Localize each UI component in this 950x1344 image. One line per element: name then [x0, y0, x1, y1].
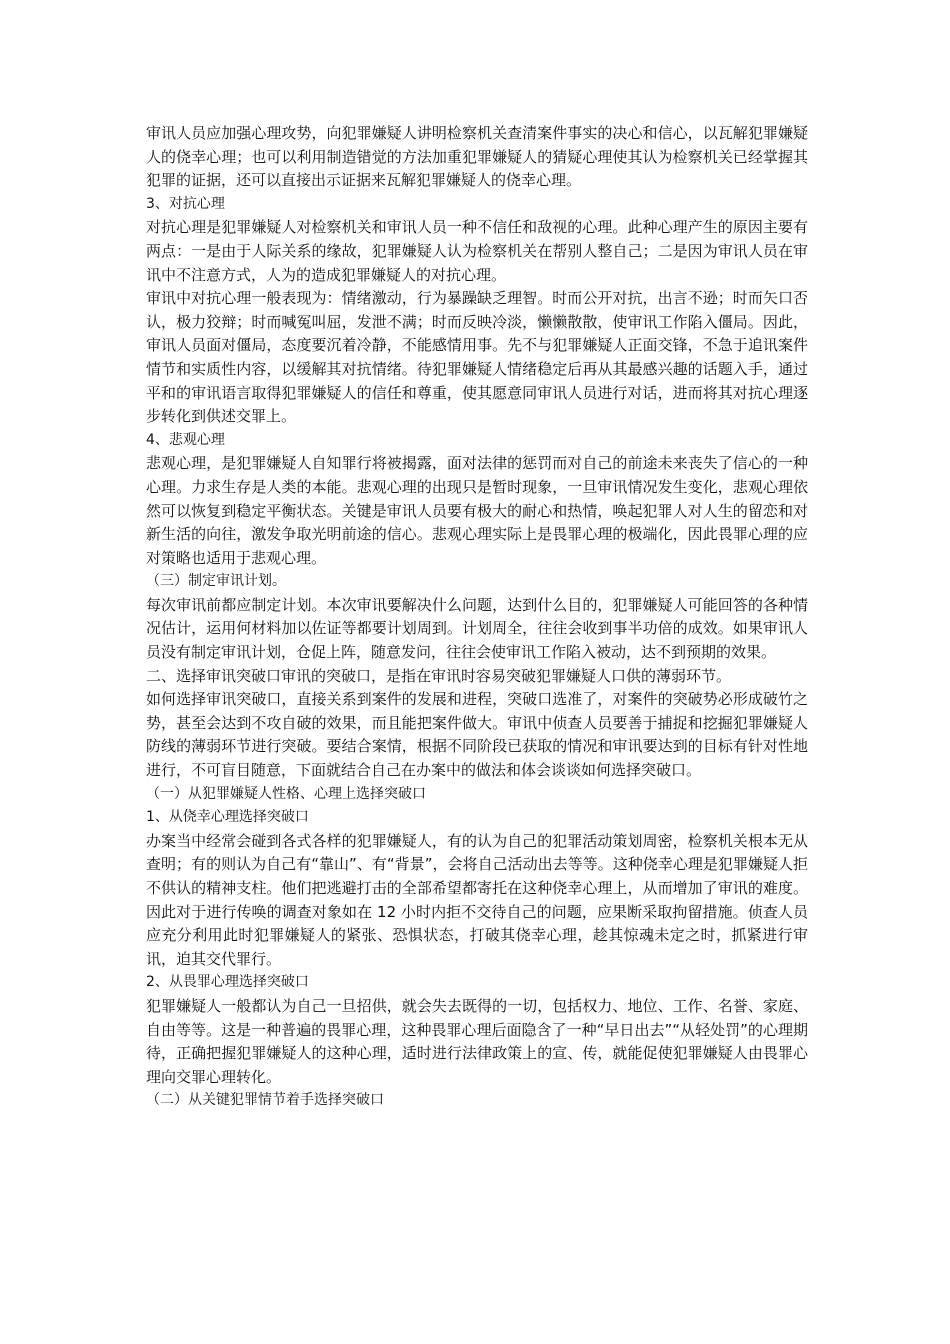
heading-personality-breakthrough: （一）从犯罪嫌疑人性格、心理上选择突破口 [146, 785, 426, 802]
paragraph-pessimism: 悲观心理，是犯罪嫌疑人自知罪行将被揭露，面对法律的惩罚而对自己的前途未来丧失了信心的一种心理。力求生存是人类的本能。悲观心理的出现只是暂时现象，一旦审讯情况发生变化，悲观心理依然可以恢复到稳定平衡状态。关键是审讯人员要有极大的耐心和热情，唤起犯罪人对人生的留恋和对新生活的向往，激发争取光明前途的信心。悲观心理实际上是畏罪心理的极端化，因此畏罪心理的应对策略也适用于悲观心理。 [146, 454, 808, 567]
heading-pessimistic-mentality: 4、悲观心理 [146, 431, 225, 448]
paragraph-interrogation-plan: 每次审讯前都应制定计划。本次审讯要解决什么问题，达到什么目的，犯罪嫌疑人可能回答的各种情况估计，运用何材料加以佐证等都要计划周到。计划周全，往往会收到事半功倍的成效。如果审讯人员没有制定审讯计划，仓促上阵，随意发问，往往会使审讯工作陷入被动，达不到预期的效果。 [146, 595, 808, 662]
heading-interrogation-plan: （三）制定审讯计划。 [146, 573, 286, 590]
paragraph-confrontation-definition: 对抗心理是犯罪嫌疑人对检察机关和审讯人员一种不信任和敌视的心理。此种心理产生的原因主要有两点：一是由于人际关系的缘故，犯罪嫌疑人认为检察机关在帮别人整自己；二是因为审讯人员在审讯中不注意方式，人为的造成犯罪嫌疑人的对抗心理。 [146, 218, 808, 284]
paragraph-confrontation-handling: 审讯中对抗心理一般表现为：情绪激动，行为暴躁缺乏理智。时而公开对抗，出言不逊；时而矢口否认，极力狡辩；时而喊冤叫屈，发泄不满；时而反映冷淡，懒懒散散，使审讯工作陷入僵局。因此，审讯人员面对僵局，态度要沉着冷静，不能感情用事。先不与犯罪嫌疑人正面交锋，不急于追讯案件情节和实质性内容，以缓解其对抗情绪。待犯罪嫌疑人情绪稳定后再从其最感兴趣的话题入手，通过平和的审讯语言取得犯罪嫌疑人的信任和尊重，使其愿意同审讯人员进行对话，进而将其对抗心理逐步转化到供述交罪上。 [146, 289, 808, 426]
paragraph-pressure-tactics: 审讯人员应加强心理攻势，向犯罪嫌疑人讲明检察机关查清案件事实的决心和信心，以瓦解犯罪嫌疑人的侥幸心理；也可以利用制造错觉的方法加重犯罪嫌疑人的猜疑心理使其认为检察机关已经掌握其犯罪的证据，还可以直接出示证据来瓦解犯罪嫌疑人的侥幸心理。 [146, 124, 808, 190]
heading-key-circumstances-breakthrough: （二）从关键犯罪情节着手选择突破口 [146, 1092, 384, 1109]
heading-confrontational-mentality: 3、对抗心理 [146, 195, 225, 212]
heading-luck-mentality-breakthrough: 1、从侥幸心理选择突破口 [146, 809, 309, 826]
heading-fear-mentality-breakthrough: 2、从畏罪心理选择突破口 [146, 974, 309, 991]
paragraph-fear-mentality: 犯罪嫌疑人一般都认为自己一旦招供，就会失去既得的一切，包括权力、地位、工作、名誉、家庭、自由等等。这是一种普遍的畏罪心理，这种畏罪心理后面隐含了一种“早日出去”“从轻处罚”的心理期待，正确把握犯罪嫌疑人的这种心理，适时进行法律政策上的宣、传，就能促使犯罪嫌疑人由畏罪心理向交罪心理转化。 [146, 996, 808, 1086]
paragraph-luck-mentality: 办案当中经常会碰到各式各样的犯罪嫌疑人，有的认为自己的犯罪活动策划周密，检察机关根本无从查明；有的则认为自己有“靠山”、有“背景”，会将自己活动出去等等。这种侥幸心理是犯罪嫌疑人拒不供认的精神支柱。他们把逃避打击的全部希望都寄托在这种侥幸心理上，从而增加了审讯的难度。因此对于进行传唤的调查对象如在 12 小时内拒不交待自己的问题，应果断采取拘留措施。侦查人员应充分利用此时犯罪嫌疑人的紧张、恐惧状态，打破其侥幸心理，趁其惊魂未定之时，抓紧进行审讯，迫其交代罪行。 [146, 831, 808, 968]
heading-breakthrough-point: 二、选择审讯突破口审讯的突破口，是指在审讯时容易突破犯罪嫌疑人口供的薄弱环节。 [146, 666, 732, 685]
paragraph-breakthrough-selection: 如何选择审讯突破口，直接关系到案件的发展和进程，突破口选准了，对案件的突破势必形成破竹之势，甚至会达到不攻自破的效果，而且能把案件做大。审讯中侦查人员要善于捕捉和挖掘犯罪嫌疑人防线的薄弱环节进行突破。要结合案情，根据不同阶段已获取的情况和审讯要达到的目标有针对性地进行，不可盲目随意，下面就结合自己在办案中的做法和体会谈谈如何选择突破口。 [146, 690, 808, 780]
document-body [146, 122, 808, 1113]
